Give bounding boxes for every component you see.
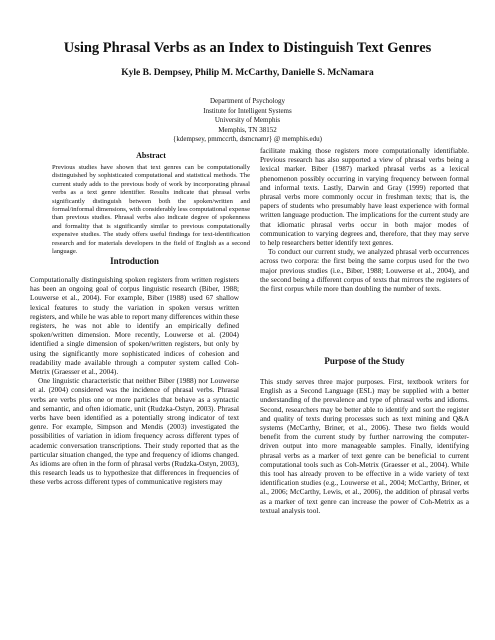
abstract-heading: Abstract (136, 151, 166, 160)
right-paragraph-1: facilitate making those registers more computationally identifiable. Previous research has also supported a view of phrasal verbs being a lexical marker. Biber (1987) marked phrasal verbs as a lexical phenomenon possibly occurring in varying frequency between formal and informal texts. Lastly, Darwin and Gray (1999) reported that phrasal verbs more commonly occur in freshman texts; that is, the papers of students who presumably have least experience with formal written language production. The implications for the current study are that idiomatic phrasal verbs occur in both major modes of communication to varying degrees and, therefore, that they may serve to help researchers better identify text genres. (260, 146, 469, 248)
paper-title: Using Phrasal Verbs as an Index to Distinguish Text Genres (63, 40, 432, 56)
introduction-paragraph-2: One linguistic characteristic that neither Biber (1988) nor Louwerse et al. (2004) considered was the incidence of phrasal verbs. Phrasal verbs are verbs plus one or more particles that behave as a syntactic and semantic, and often idiomatic, unit (Rudzka-Ostyn, 2003). Phrasal verbs have been identified as a potentially strong indicator of text genre. For example, Simpson and Mendis (2003) investigated the possibilities of variation in idiom frequency across different types of academic conversation transcriptions. Their study reported that as the particular situation changed, the type and frequency of idioms changed. As idioms are often in the form of phrasal verbs (Rudzka-Ostyn, 2003), this research leads us to hypothesize that differences in frequencies of these verbs across different types of communicative registers may (30, 376, 239, 487)
authors: Kyle B. Dempsey, Philip M. McCarthy, Danielle S. McNamara (121, 68, 374, 78)
right-column-top (260, 146, 469, 293)
affiliation-university: University of Memphis (214, 116, 281, 125)
introduction-heading: Introduction (110, 256, 159, 266)
purpose-heading: Purpose of the Study (324, 356, 405, 366)
affiliation-institute: Institute for Intelligent Systems (203, 106, 292, 115)
introduction-body (30, 275, 239, 487)
abstract-text: Previous studies have shown that text genres can be computationally distinguished by sophisticated computational and statistical methods. The current study adds to the previous body of work by incorporating phrasal verbs as a text genre identifier. Results indicate that phrasal verbs significantly distinguish between both the spoken/written and formal/informal dimensions, with considerably less computational expense than previous studies. Phrasal verbs also indicate degree of spokenness and formality that is significantly similar to previous computationally expensive studies. The study offers useful findings for text-identification research and for materials developers in the field of English as a second language. (52, 164, 250, 256)
introduction-paragraph-1: Computationally distinguishing spoken registers from written registers has been an ongoing goal of corpus linguistic research (Biber, 1988; Louwerse et al., 2004). For example, Biber (1988) used 67 shallow lexical features to study the variation in spoken versus written registers, and while he was able to report many differences within these registers, he was not able to identify an empirically defined spoken/written dimension. More recently, Louwerse et al. (2004) identified a single dimension of spoken/written registers, but only by using the significantly more sophisticated indices of cohesion and readability made available through a computer system called Coh-Metrix (Graesser et al., 2004). (30, 275, 239, 377)
affiliation-emails: {kdempsey, pmmccrth, dsmcnamr} @ memphis.edu) (173, 135, 322, 144)
purpose-body (260, 377, 469, 515)
purpose-paragraph: This study serves three major purposes. First, textbook writers for English as a Second Language (ESL) may be supplied with a better understanding of the prevalence and type of phrasal verbs and idioms. Second, researchers may be better able to identify and sort the register and quality of texts during processes such as text mining and Q&A systems (McCarthy, Briner, et al., 2006). These two fields would benefit from the current study by further narrowing the computer-driven output into more manageable samples. Finally, identifying phrasal verbs as a marker of text genre can be beneficial to current computational tools such as Coh-Metrix (Graesser et al., 2004). While this tool has already proven to be effective in a wide variety of text identification studies (e.g., Louwerse et al., 2004; McCarthy, Briner, et al., 2006; McCarthy, Lewis, et al., 2006), the addition of phrasal verbs as a marker of text genre can increase the power of Coh-Metrix as a textual analysis tool. (260, 377, 469, 515)
right-paragraph-2: To conduct our current study, we analyzed phrasal verb occurrences across two corpora: the first being the same corpus used for the two major previous studies (i.e., Biber, 1988; Louwerse et al., 2004), and the second being a different corpus of texts that mirrors the registers of the first corpus while more than doubling the number of texts. (260, 247, 469, 294)
affiliation-city: Memphis, TN 38152 (218, 125, 277, 134)
affiliation-dept: Department of Psychology (209, 97, 286, 105)
affiliation (0, 97, 495, 145)
